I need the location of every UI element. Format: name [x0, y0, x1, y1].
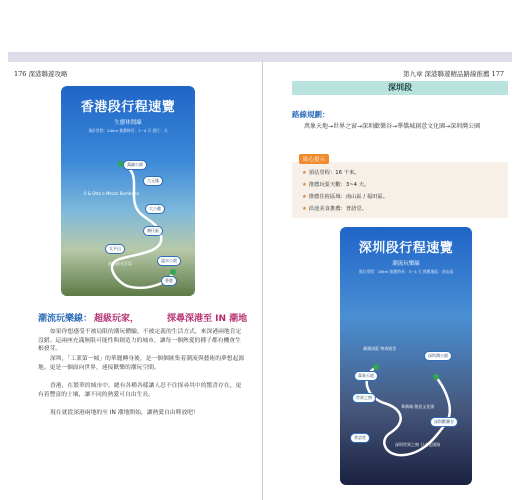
sz-place: 華僑城 創意文化園 [401, 404, 435, 409]
sz-place: 瀨澗深藍 物命殿堂 [363, 346, 397, 351]
sz-card-title: 深圳段行程速覽 [358, 241, 454, 256]
top-band [8, 52, 512, 62]
body-paragraph: 深圳，「工業第一城」的華麗轉身後，是一個個匯集着潮流與藝術的夢想起源地。更是一個面向世界，連接歡樂的潮玩空間。 [38, 356, 245, 371]
sz-card-stats: 預計里程：16km 推薦時長：3~4 天 推薦地區：南山區 [358, 269, 454, 274]
sz-place: 深圳世界之窗 日式花園路 [395, 442, 441, 447]
tip-line: ★ 預估里程：16 千米。 [302, 170, 360, 176]
tip-line: ★ 推薦住宿區域：南山區 / 福田區。 [302, 194, 389, 200]
tip-tag: 貼心提示 [299, 154, 329, 164]
section-heading-sub: 探尋深港至 IN 潮地 [167, 314, 248, 324]
hk-itinerary-card [61, 86, 195, 296]
sz-itinerary-card [340, 227, 472, 485]
star-icon: ★ [302, 206, 307, 212]
hk-place: 萬錦公園 [123, 160, 147, 170]
body-paragraph: 香港，在繁華的城市中，總有各種各樣讓人忍不住探尋其中的驚喜存在，更有着豐富的土壤，讓不同的熱愛可自由生長。 [38, 383, 242, 398]
section-banner: 深圳段 [292, 81, 508, 95]
hk-place: 太平山 [105, 244, 125, 254]
hk-place: 大公雞 [145, 204, 165, 214]
right-page-header: 第九章 深港聯遊精品路線推薦 177 [402, 70, 504, 78]
tip-line: ★ 沿途美食推薦：普語堂。 [302, 206, 368, 212]
hk-place: 0 & Otto e Mezzo Bombana [84, 191, 139, 196]
hk-place: 香港 [161, 276, 177, 286]
route-label: 路線規劃： [292, 110, 330, 119]
star-icon: ★ [302, 194, 307, 200]
body-paragraph: 如果你想感受不被局限的潮玩體驗，不被定義的生活方式，來深港兩地肯定沒錯。這兩座充滿無限可能性與創造力的城市，讓每一個熱愛的種子都有機會生根發芽。 [38, 329, 242, 353]
sz-place: 萬象天地 [354, 371, 378, 381]
hk-card-title: 香港段行程速覽 [80, 100, 176, 115]
sz-card-subtitle: 潮流玩樂線 [392, 261, 420, 267]
hk-place: 前海星光半島 [108, 261, 132, 266]
left-page-header: 176 深港聯遊攻略 [14, 70, 68, 78]
hk-card-subtitle: 生態休閒線 [114, 120, 142, 126]
star-icon: ★ [302, 182, 307, 188]
hk-place: 大元墟 [143, 176, 163, 186]
sz-place: 深圳灣公園 [424, 351, 452, 361]
route-text: 萬象天地→世界之窗→深圳歡樂谷→華僑城創意文化園→深圳灣公園 [304, 123, 481, 130]
sz-place: 深圳歡樂谷 [430, 417, 458, 427]
tip-line: ★ 推薦玩耍天數：3~4 天。 [302, 182, 370, 188]
hk-place: 灣仔區 [143, 226, 163, 236]
page-spine [262, 62, 263, 500]
sz-place: 世界之窗 [352, 393, 376, 403]
sz-place: 普語堂 [350, 433, 370, 443]
hk-card-stats: 預計里程：24km 推薦時長：1~4 天 湛江：天 [88, 128, 168, 133]
section-heading-sub: 超級玩家， [94, 314, 140, 324]
hk-place: 溫水公園 [157, 256, 181, 266]
body-paragraph: 現在就從深港兩地的至 IN 潮地開始，讓熱愛自由釋放吧！ [50, 410, 199, 416]
star-icon: ★ [302, 170, 307, 176]
section-heading: 潮流玩樂線： [38, 314, 93, 324]
book-spread [8, 52, 512, 500]
